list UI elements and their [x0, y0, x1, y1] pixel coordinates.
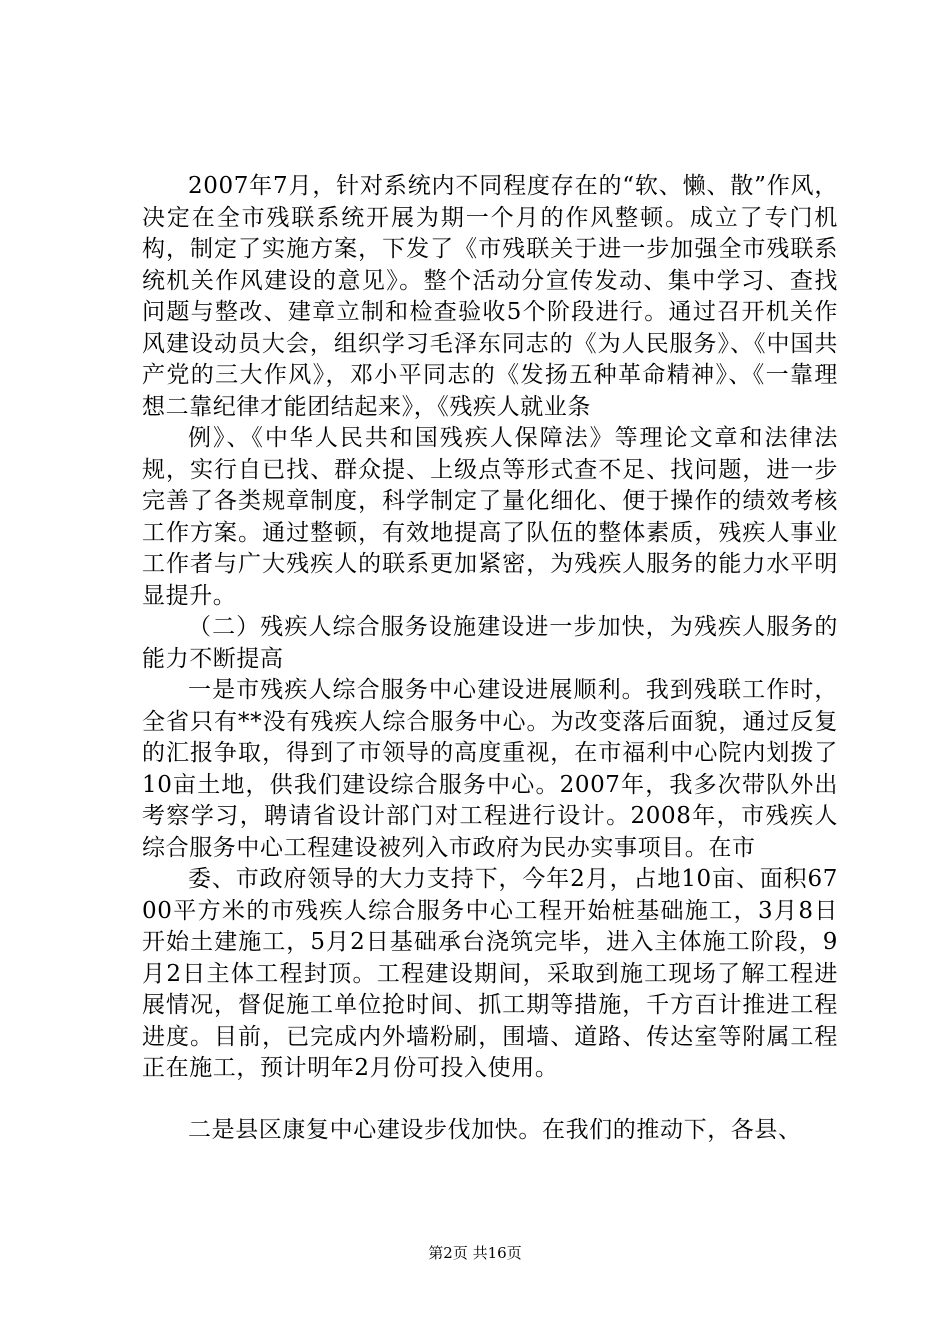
section-heading: （二）残疾人综合服务设施建设进一步加快，为残疾人服务的能力不断提高: [142, 614, 838, 672]
document-body: [142, 171, 838, 1146]
paragraph-3: 一是市残疾人综合服务中心建设进展顺利。我到残联工作时，全省只有**没有残疾人综合服务中心。为改变落后面貌，通过反复的汇报争取，得到了市领导的高度重视，在市福利中心院内划拨了10亩土地，供我们建设综合服务中心。2007年，我多次带队外出考察学习，聘请省设计部门对工程进行设计。2008年，市残疾人综合服务中心工程建设被列入市政府为民办实事项目。在市: [142, 677, 838, 861]
page-footer: 第2页 共16页: [428, 1244, 522, 1262]
paragraph-2: 例》、《中华人民共和国残疾人保障法》等理论文章和法律法规，实行自已找、群众提、上级点等形式查不足、找问题，进一步完善了各类规章制度，科学制定了量化细化、便于操作的绩效考核工作方案。通过整顿，有效地提高了队伍的整体素质，残疾人事业工作者与广大残疾人的联系更加紧密，为残疾人服务的能力水平明显提升。: [142, 425, 838, 609]
paragraph-1: 2007年7月，针对系统内不同程度存在的“软、懒、散”作风，决定在全市残联系统开展为期一个月的作风整顿。成立了专门机构，制定了实施方案，下发了《市残联关于进一步加强全市残联系统机关作风建设的意见》。整个活动分宣传发动、集中学习、查找问题与整改、建章立制和检查验收5个阶段进行。通过召开机关作风建设动员大会，组织学习毛泽东同志的《为人民服务》、《中国共产党的三大作风》，邓小平同志的《发扬五种革命精神》、《一靠理想二靠纪律才能团结起来》，《残疾人就业条: [142, 173, 838, 420]
paragraph-5: 二是县区康复中心建设步伐加快。在我们的推动下，各县、: [188, 1116, 802, 1143]
paragraph-4: 委、市政府领导的大力支持下，今年2月，占地10亩、面积6700平方米的市残疾人综合服务中心工程开始桩基础施工，3月8日开始土建施工，5月2日基础承台浇筑完毕，进入主体施工阶段，9月2日主体工程封顶。工程建设期间，采取到施工现场了解工程进展情况，督促施工单位抢时间、抓工期等措施，千方百计推进工程进度。目前，已完成内外墙粉刷，围墙、道路、传达室等附属工程正在施工，预计明年2月份可投入使用。: [142, 866, 838, 1081]
